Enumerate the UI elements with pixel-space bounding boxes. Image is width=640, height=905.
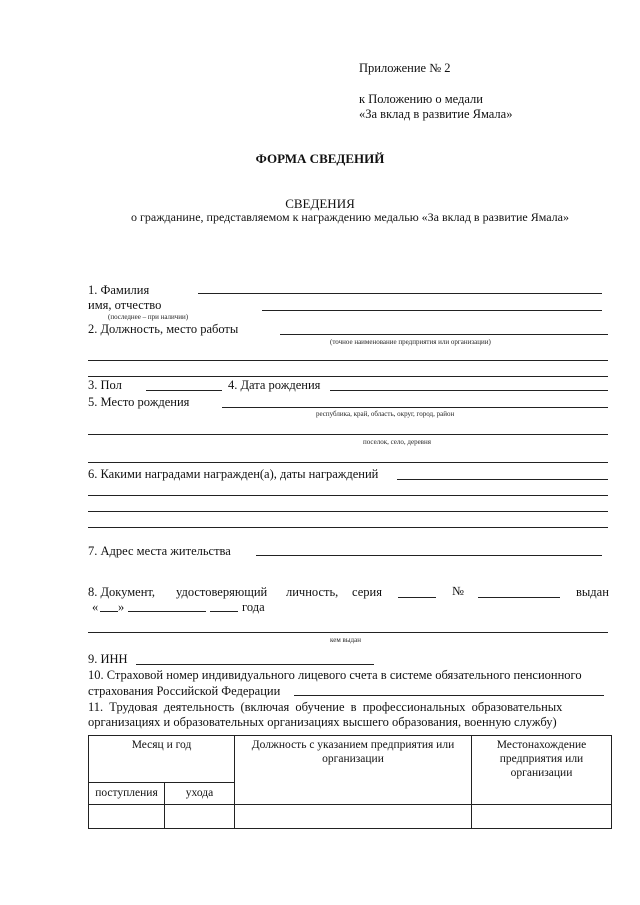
field-sex-label: 3. Пол: [88, 378, 122, 392]
name-input-line[interactable]: [262, 310, 602, 311]
field-address-label: 7. Адрес места жительства: [88, 544, 231, 558]
issue-date-open-quote: «: [92, 600, 99, 614]
header-month-year: Месяц и год: [89, 736, 235, 783]
document-number-input-line[interactable]: [478, 597, 560, 598]
issue-year-input-line[interactable]: [210, 611, 238, 612]
header-entry: поступления: [89, 782, 165, 804]
table-cell-leave[interactable]: [165, 804, 235, 828]
field-inn-label: 9. ИНН: [88, 652, 128, 666]
birthplace-input-line-3[interactable]: [88, 462, 608, 463]
address-input-line[interactable]: [256, 555, 602, 556]
field-work-label-1: 11. Трудовая деятельность (включая обучение в профессиональных образовательных: [88, 700, 563, 714]
field-document-issued-label: выдан: [576, 585, 609, 599]
position-extra-line-2[interactable]: [88, 376, 608, 377]
awards-input-line-3[interactable]: [88, 511, 608, 512]
field-snils-label-2: страхования Российской Федерации: [88, 684, 281, 698]
birthplace-hint-1: республика, край, область, округ, город, район: [316, 410, 455, 418]
field-birthdate-label: 4. Дата рождения: [228, 378, 321, 392]
issued-by-hint: кем выдан: [330, 636, 361, 644]
field-document-label-1: 8. Документ,: [88, 585, 156, 599]
issue-year-label: года: [242, 600, 265, 614]
appendix-number: Приложение № 2: [359, 61, 451, 75]
birthplace-hint-2: поселок, село, деревня: [363, 438, 431, 446]
header-leave: ухода: [165, 782, 235, 804]
field-document-series-label: серия: [352, 585, 382, 599]
subtitle: СВЕДЕНИЯ: [285, 196, 355, 211]
appendix-medal-name: «За вклад в развитие Ямала»: [359, 107, 513, 121]
sex-input-line[interactable]: [146, 390, 222, 391]
inn-input-line[interactable]: [136, 664, 374, 665]
issued-by-input-line[interactable]: [88, 632, 608, 633]
birthplace-input-line-2[interactable]: [88, 434, 608, 435]
header-location: Местонахождение предприятия или организации: [472, 736, 612, 805]
subtitle-description: о гражданине, представляемом к награждению медалью «За вклад в развитие Ямала»: [130, 210, 569, 224]
table-cell-position[interactable]: [235, 804, 472, 828]
field-position-label: 2. Должность, место работы: [88, 322, 239, 336]
field-name-label: имя, отчество: [88, 298, 162, 312]
field-document-number-label: №: [452, 584, 464, 598]
name-hint: (последнее – при наличии): [108, 313, 189, 321]
field-work-label-2: организациях и образовательных организациях высшего образования, военную службу): [88, 715, 557, 729]
field-awards-label: 6. Какими наградами награжден(а), даты награждений: [88, 467, 379, 481]
form-title: ФОРМА СВЕДЕНИЙ: [255, 151, 385, 166]
awards-input-line-2[interactable]: [88, 495, 608, 496]
position-input-line[interactable]: [280, 334, 608, 335]
table-cell-entry[interactable]: [89, 804, 165, 828]
birthdate-input-line[interactable]: [330, 390, 608, 391]
work-history-table: [88, 735, 612, 829]
surname-input-line[interactable]: [198, 293, 602, 294]
field-surname-label: 1. Фамилия: [88, 283, 150, 297]
awards-input-line-4[interactable]: [88, 527, 608, 528]
position-hint: (точное наименование предприятия или организации): [330, 338, 491, 346]
field-document-label-3: личность,: [286, 585, 339, 599]
field-snils-label-1: 10. Страховой номер индивидуального лицевого счета в системе обязательного пенсионного: [88, 668, 582, 682]
document-series-input-line[interactable]: [398, 597, 436, 598]
position-extra-line-1[interactable]: [88, 360, 608, 361]
issue-day-input-line[interactable]: [100, 611, 118, 612]
field-document-label-2: удостоверяющий: [176, 585, 268, 599]
table-cell-location[interactable]: [472, 804, 612, 828]
birthplace-input-line-1[interactable]: [222, 407, 608, 408]
issue-date-close-quote: »: [118, 600, 125, 614]
snils-input-line[interactable]: [294, 695, 604, 696]
awards-input-line-1[interactable]: [397, 479, 608, 480]
appendix-regulation: к Положению о медали: [359, 92, 483, 106]
header-position: Должность с указанием предприятия или организации: [235, 736, 472, 805]
issue-month-input-line[interactable]: [128, 611, 206, 612]
field-birthplace-label: 5. Место рождения: [88, 395, 190, 409]
